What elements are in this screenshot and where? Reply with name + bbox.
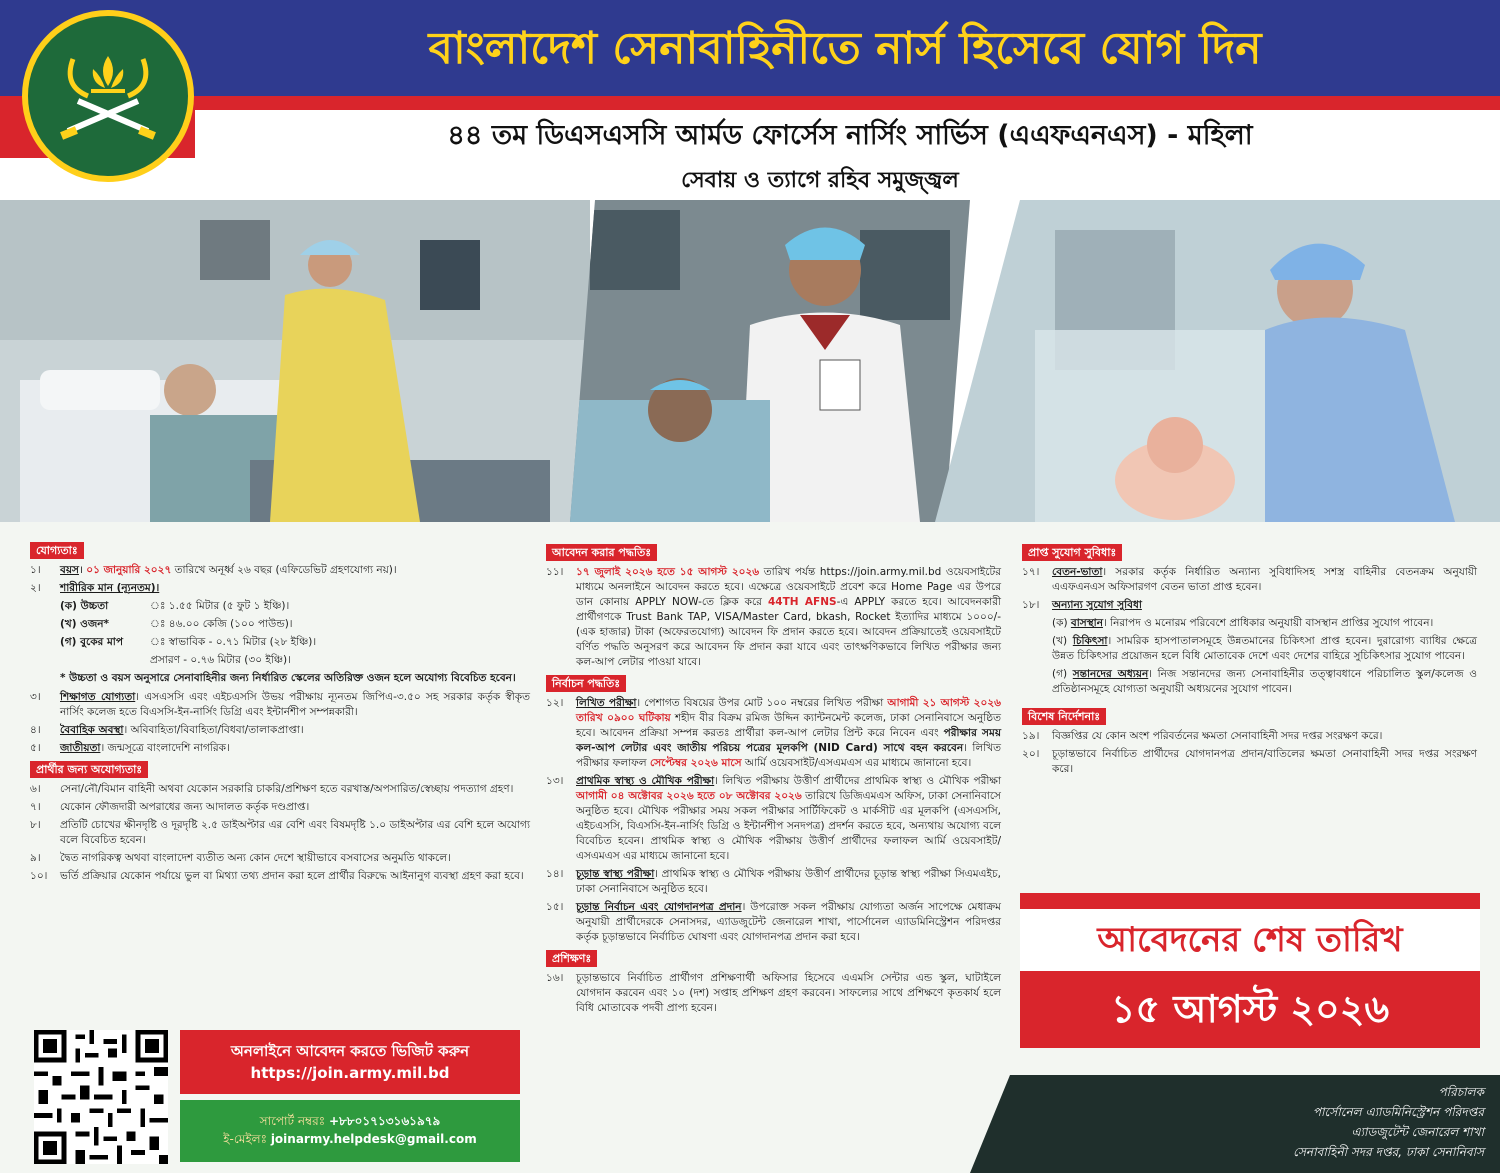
- list-item: ৩। শিক্ষাগত যোগ্যতা। এসএসসি এবং এইচএসসি উভয় পরীক্ষায় ন্যূনতম জিপিএ-৩.৫০ সহ সরকার কর্তৃক স্বীকৃত নার্সিং কলেজ হতে বিএসসি-ইন-নার্সিং ডিগ্রি এবং ইন্টার্নশীপ সম্পন্নকারী।: [30, 691, 530, 718]
- qr-code[interactable]: [34, 1030, 168, 1164]
- support-box: [180, 1100, 520, 1162]
- photo-nurse-with-patient: [0, 200, 590, 522]
- list-item: ৪। বৈবাহিক অবস্থা। অবিবাহিতা/বিবাহিতা/বিধবা/তালাকপ্রাপ্তা।: [30, 724, 304, 736]
- list-item: ২। শারীরিক মান (ন্যূনতম)।: [30, 582, 160, 594]
- emblem-icon: [43, 31, 173, 161]
- issuer-hq: সেনাবাহিনী সদর দপ্তর, ঢাকা সেনানিবাস: [1293, 1145, 1484, 1159]
- list-item: ৫। জাতীয়তা। জন্মসূত্রে বাংলাদেশি নাগরিক।: [30, 742, 230, 754]
- list-item: ১। বয়স। ০১ জানুয়ারি ২০২৭ তারিখে অনূর্ধ্ব ২৬ বছর (এফিডেভিট গ্রহণযোগ্য নয়)।: [30, 564, 397, 576]
- list-item: ৭। যেকোন ফৌজদারী অপরাধের জন্য আদালত কর্তৃক দণ্ডপ্রাপ্ত।: [30, 801, 310, 813]
- list-item: ১৪। চূড়ান্ত স্বাস্থ্য পরীক্ষা। প্রাথমিক স্বাস্থ্য ও মৌখিক পরীক্ষায় উত্তীর্ণ প্রার্থীদের চূড়ান্ত স্বাস্থ্য পরীক্ষা সিএমএইচ, ঢাকা সেনানিবাসে অনুষ্ঠিত হবে।: [546, 868, 1001, 895]
- list-item: ১৩। প্রাথমিক স্বাস্থ্য ও মৌখিক পরীক্ষা। লিখিত পরীক্ষায় উত্তীর্ণ প্রার্থীদের প্রাথমিক স্বাস্থ্য ও মৌখিক পরীক্ষা আগামী ০৪ অক্টোবর ২০২৬ হতে ০৮ অক্টোবর ২০২৬ তারিখে ডিজিএমএস অফিস, ঢাকা সেনানিবাসে অনুষ্ঠিত হবে। মৌখিক পরীক্ষার সময় সকল পরীক্ষার সার্টিফিকেট ও মার্কসীট এর মূলকপি (এসএসসি, এইচএসসি, বিএসসি-ইন-নার্সিং ডিগ্রি ও ইন্টার্নশীপ সনদপত্র) প্রদর্শন করতে হবে, অন্যথায় অযোগ্য বলে বিবেচিত হবেন। প্রাথমিক স্বাস্থ্য ও মৌখিক পরীক্ষায় উত্তীর্ণ প্রার্থীদের ফলাফল আর্মি ওয়েবসাইট/এসএমএস এর মাধ্যমে জানানো হবে।: [546, 775, 1001, 862]
- column-benefits: [1022, 542, 1477, 780]
- list-item: ৯। দ্বৈত নাগরিকত্ব অথবা বাংলাদেশ ব্যতীত অন্য কোন দেশে স্থায়ীভাবে বসবাসের অনুমতি থাকলে।: [30, 852, 451, 864]
- chest-row: (গ) বুকের মাপ ঃ স্বাভাবিক - ০.৭১ মিটার (২৮ ইঞ্চি)।: [60, 636, 317, 648]
- list-item: ১৫। চূড়ান্ত নির্বাচন এবং যোগদানপত্র প্রদান। উপরোক্ত সকল পরীক্ষায় যোগ্যতা অর্জন সাপেক্ষে মেধাক্রম অনুযায়ী প্রার্থীদেরকে সেনাসদর, এ্যাডজুটেন্ট জেনারেল শাখা, পার্সোনেল এ্যাডমিনিস্ট্রেশন পরিদপ্তর কর্তৃক চূড়ান্তভাবে নির্বাচিত ঘোষণা এবং যোগদানপত্র প্রদান করা হবে।: [546, 901, 1001, 943]
- photo-strip: [0, 200, 1500, 522]
- issuer-directorate: পার্সোনেল এ্যাডমিনিস্ট্রেশন পরিদপ্তর: [1312, 1105, 1484, 1119]
- page-title: বাংলাদেশ সেনাবাহিনীতে নার্স হিসেবে যোগ দিন: [428, 23, 1262, 74]
- section-special-header: বিশেষ নির্দেশনাঃ: [1022, 708, 1106, 725]
- deadline-box: [1020, 893, 1480, 1048]
- list-item: ১০। ভর্তি প্রক্রিয়ার যেকোন পর্যায়ে ভুল বা মিথ্যা তথ্য প্রদান করা হলে প্রার্থীর বিরুদ্ধে আইনানুগ ব্যবস্থা গ্রহণ করা হবে।: [30, 870, 524, 882]
- support-email[interactable]: joinarmy.helpdesk@gmail.com: [270, 1132, 477, 1146]
- online-apply-link[interactable]: https://join.army.mil.bd: [250, 1064, 450, 1082]
- deadline-date: ১৫ আগস্ট ২০২৬: [1110, 987, 1390, 1031]
- support-phone[interactable]: +৮৮০১৭১৩১৬১৯৭৯: [328, 1114, 441, 1128]
- deadline-label: আবেদনের শেষ তারিখ: [1097, 920, 1403, 960]
- photo-nurse-with-newborn: [935, 200, 1500, 522]
- list-item: ৬। সেনা/নৌ/বিমান বাহিনী অথবা যেকোন সরকারি চাকরি/প্রশিক্ষণ হতে বরখাস্ত/অপসারিত/স্বেচ্ছায় পদত্যাগ গ্রহণ।: [30, 783, 514, 795]
- chest-expanded-row: প্রসারণ - ০.৭৬ মিটার (৩০ ইঞ্চি)।: [150, 654, 291, 666]
- list-item: ১২। লিখিত পরীক্ষা। পেশাগত বিষয়ের উপর মোট ১০০ নম্বরের লিখিত পরীক্ষা আগামী ২১ আগস্ট ২০২৬ তারিখ ০৯০০ ঘটিকায় শহীদ বীর বিক্রম রমিজ উদ্দিন ক্যান্টনমেন্ট কলেজ, ঢাকা সেনানিবাসে অনুষ্ঠিত হবে। আবেদন প্রক্রিয়া সম্পন্ন করতঃ প্রার্থীরা কল-আপ লেটার প্রিন্ট করে নিবেন এবং পরীক্ষার সময় কল-আপ লেটার এবং জাতীয় পরিচয় পত্রের মূলকপি (NID Card) সাথে বহন করবেন। লিখিত পরীক্ষার ফলাফল সেপ্টেম্বর ২০২৬ মাসে আর্মি ওয়েবসাইট/এসএমএস এর মাধ্যমে জানানো হবে।: [546, 697, 1002, 769]
- section-eligibility-header: যোগ্যতাঃ: [30, 542, 84, 559]
- height-row: (ক) উচ্চতা ঃ ১.৫৫ মিটার (৫ ফুট ১ ইঞ্চি)।: [60, 600, 290, 612]
- column-application: [546, 542, 1001, 1019]
- benefit-children-education: (গ) সন্তানদের অধ্যয়ন। নিজ সন্তানদের জন্য সেনাবাহিনীর তত্ত্বাবধানে পরিচালিত স্কুল/কলেজ ও প্রতিষ্ঠানসমূহে যোগ্যতা অনুযায়ী অধ্যয়নের সুযোগ পাবেন।: [1052, 668, 1477, 695]
- online-apply-box: [180, 1030, 520, 1094]
- issuer-title: পরিচালক: [1438, 1085, 1484, 1099]
- issuer-footer: [1010, 1075, 1500, 1173]
- list-item: ১৯। বিজ্ঞপ্তির যে কোন অংশ পরিবর্তনের ক্ষমতা সেনাবাহিনী সদর দপ্তর সংরক্ষণ করে।: [1022, 730, 1383, 742]
- support-email-row: ই-মেইলঃ joinarmy.helpdesk@gmail.com: [223, 1132, 477, 1146]
- online-apply-label: অনলাইনে আবেদন করতে ভিজিট করুন: [230, 1042, 470, 1060]
- column-eligibility: [30, 540, 530, 887]
- list-item: ১৭। বেতন-ভাতা। সরকার কর্তৃক নির্ধারিত অন্যান্য সুবিধাদিসহ সশস্ত্র বাহিনীর বেতনক্রম অনুযায়ী এএফএনএস অফিসারগণ বেতন ভাতা প্রাপ্ত হবেন।: [1022, 566, 1477, 593]
- section-disqualification-header: প্রার্থীর জন্য অযোগ্যতাঃ: [30, 761, 148, 778]
- weight-row: (খ) ওজন* ঃ ৪৬.০০ কেজি (১০০ পাউন্ড)।: [60, 618, 293, 630]
- qr-code-icon: [34, 1030, 168, 1164]
- support-phone-row: সাপোর্ট নম্বরঃ +৮৮০১৭১৩১৬১৯৭৯: [259, 1114, 441, 1128]
- issuer-branch: এ্যাডজুটেন্ট জেনারেল শাখা: [1351, 1125, 1484, 1139]
- section-training-header: প্রশিক্ষণঃ: [546, 950, 597, 967]
- page-subtitle: ৪৪ তম ডিএসএসসি আর্মড ফোর্সেস নার্সিং সার্ভিস (এএফএনএস) - মহিলা: [447, 120, 1253, 151]
- benefit-medical: (খ) চিকিৎসা। সামরিক হাসপাতালসমূহে উন্নতমানের চিকিৎসা প্রাপ্ত হবেন। দুরারোগ্য ব্যাধির ক্ষেত্রে উন্নত চিকিৎসার প্রয়োজন হলে বিধি মোতাবেক দেশে এবং দেশের বাহিরে সুচিকিৎসার সুযোগ পাবেন।: [1052, 635, 1477, 662]
- list-item: ৮। প্রতিটি চোখের ক্ষীনদৃষ্টি ও দূরদৃষ্টি ২.৫ ডাইঅপ্টার এর বেশি এবং বিষমদৃষ্টি ১.০ ডাইঅপ্টার এর বেশি হলে অযোগ্য বলে বিবেচিত হবেন।: [30, 819, 530, 846]
- weight-note: * উচ্চতা ও বয়স অনুসারে সেনাবাহিনীর জন্য নির্ধারিত স্কেলের অতিরিক্ত ওজন হলে অযোগ্য বিবেচিত হবেন।: [60, 672, 516, 684]
- list-item: ১৬। চূড়ান্তভাবে নির্বাচিত প্রার্থীগণ প্রশিক্ষণার্থী অফিসার হিসেবে এএমসি সেন্টার এন্ড স্কুল, ঘাটাইলে যোগদান করবেন এবং ১০ (দশ) সপ্তাহ প্রশিক্ষণ গ্রহণ করবেন। সাফল্যের সাথে প্রশিক্ষণে কৃতকার্য হলে বিধি মোতাবেক পদবী প্রাপ্য হবেন।: [546, 972, 1001, 1014]
- section-benefits-header: প্রাপ্ত সুযোগ সুবিধাঃ: [1022, 544, 1122, 561]
- benefit-housing: (ক) বাসস্থান। নিরাপদ ও মনোরম পরিবেশে প্রাধিকার অনুযায়ী বাসস্থান প্রাপ্তির সুযোগ পাবেন।: [1052, 617, 1434, 629]
- army-emblem-logo: [22, 10, 194, 182]
- photo-nurse-in-icu: [570, 200, 970, 522]
- list-item: ১৮। অন্যান্য সুযোগ সুবিধা: [1022, 599, 1142, 611]
- tagline: সেবায় ও ত্যাগে রহিব সমুজ্জ্বল: [681, 168, 959, 193]
- list-item: ১১। ১৭ জুলাই ২০২৬ হতে ১৫ আগস্ট ২০২৬ তারিখ পর্যন্ত https://join.army.mil.bd ওয়েবসাইটের মাধ্যমে অনলাইনে আবেদন করতে হবে। এক্ষেত্রে ওয়েবসাইটে প্রবেশ করে Home Page এর উপরে ডান কোনায় APPLY NOW-তে ক্লিক করে 44TH AFNS-এ APPLY করতে হবে। আবেদনকারী প্রার্থীগণকে Trust Bank TAP, VISA/Master Card, bkash, Rocket ইত্যাদির মাধ্যমে ১০০০/- (এক হাজার) টাকা (অফেরতযোগ্য) আবেদন ফি প্রদান করতে হবে। আবেদন প্রক্রিয়াতেই ওয়েবসাইটে বর্ণিত পদ্ধতি অনুসরণ করে আবেদন ফি প্রদান করা যাবে এবং তাৎক্ষণিকভাবে লিখিত পরীক্ষার জন্য কল-আপ লেটার পাওয়া যাবে।: [546, 566, 1001, 668]
- section-selection-header: নির্বাচন পদ্ধতিঃ: [546, 675, 626, 692]
- list-item: ২০। চূড়ান্তভাবে নির্বাচিত প্রার্থীদের যোগদানপত্র প্রদান/বাতিলের ক্ষমতা সেনাবাহিনী সদর দপ্তর সংরক্ষণ করে।: [1022, 748, 1477, 775]
- section-apply-header: আবেদন করার পদ্ধতিঃ: [546, 544, 657, 561]
